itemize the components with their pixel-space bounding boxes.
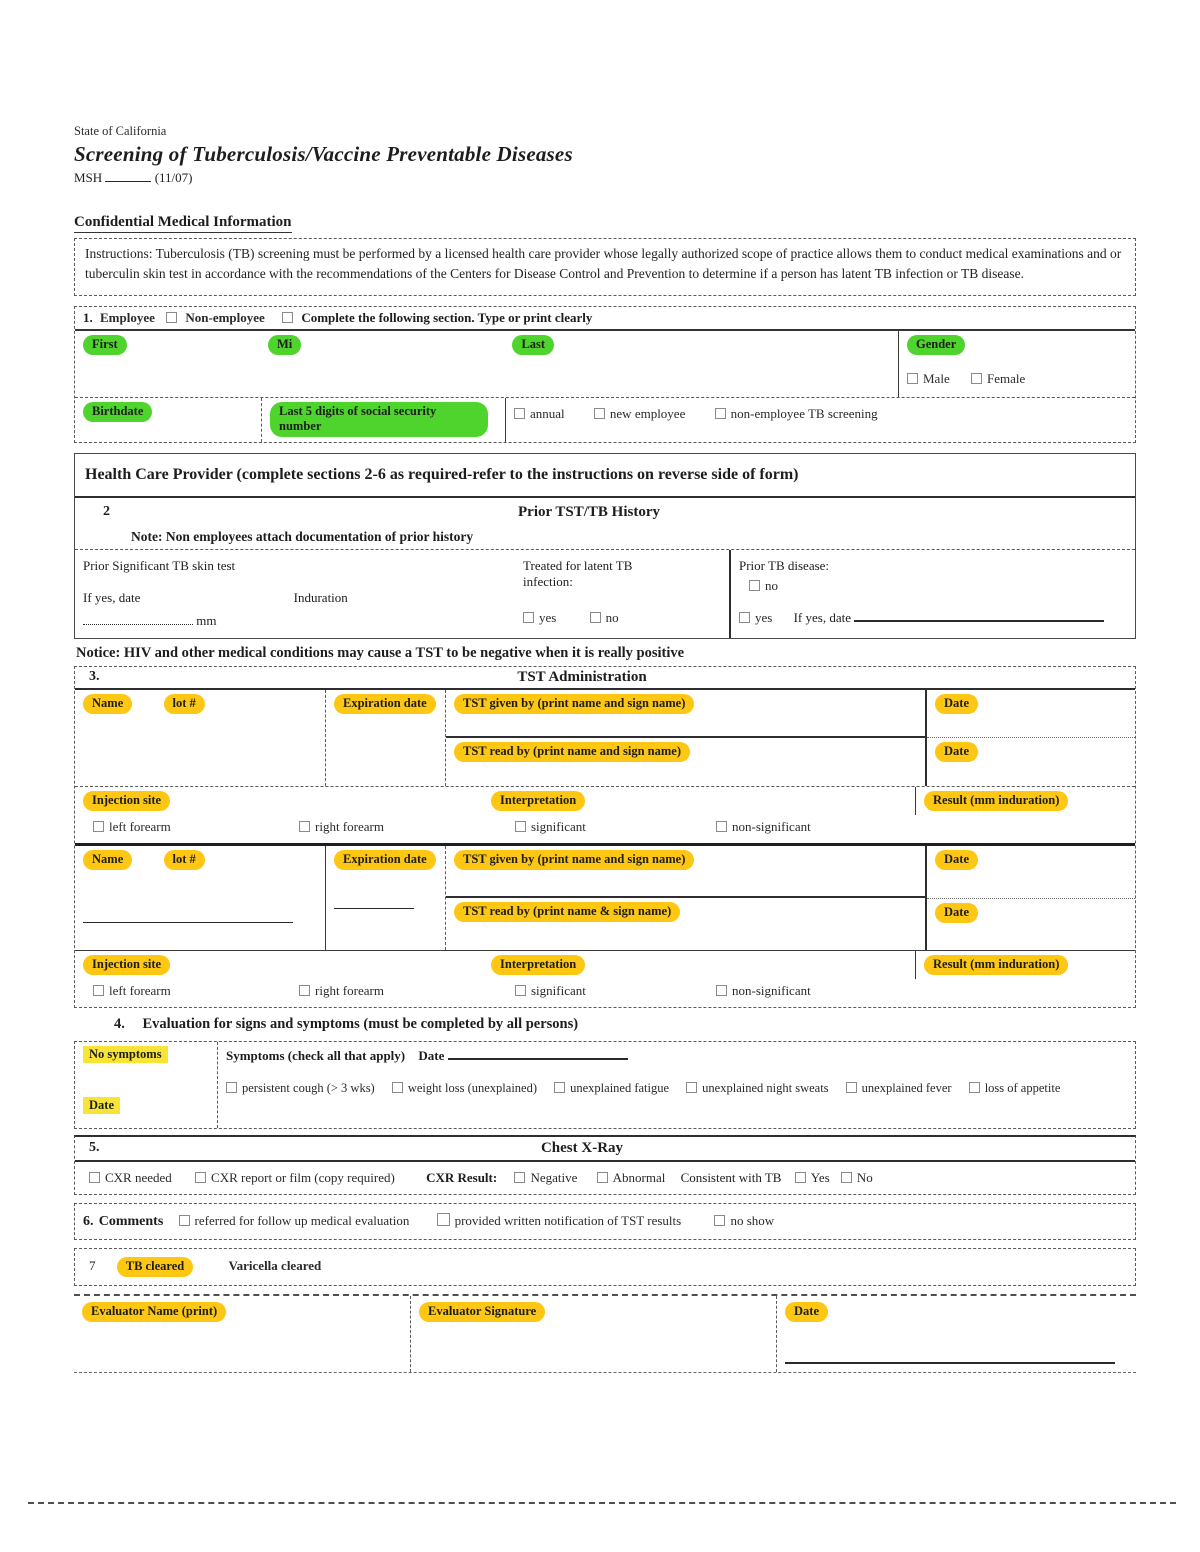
male-option[interactable] — [907, 371, 950, 386]
new-employee-option[interactable] — [594, 406, 685, 421]
tst1-expiration-label: Expiration date — [334, 694, 436, 714]
male-checkbox[interactable] — [907, 373, 918, 384]
tst2-expiration-label: Expiration date — [334, 850, 436, 870]
section4-header — [74, 1016, 1136, 1033]
confidential-heading: Confidential Medical Information — [74, 214, 292, 233]
disease-yes-option[interactable] — [739, 610, 772, 625]
disease-no-checkbox[interactable] — [749, 580, 760, 591]
ssn-label: Last 5 digits of social security number — [270, 402, 488, 437]
screening-type-cell — [505, 398, 1135, 442]
tst2-name-blank[interactable] — [83, 910, 293, 923]
tst1-injection-options — [75, 815, 1135, 843]
section7-box — [74, 1248, 1136, 1286]
section4-number: 4. — [114, 1015, 125, 1032]
form-number-blank[interactable] — [105, 169, 151, 182]
cxr-yes-option[interactable] — [795, 1170, 830, 1185]
no-show-option[interactable] — [714, 1213, 774, 1228]
section3-number: 3. — [89, 669, 100, 684]
tst1-dates — [925, 690, 1135, 786]
employee-option[interactable] — [100, 310, 155, 325]
cxr-yes-label: Yes — [810, 1169, 830, 1185]
section3-header — [75, 667, 1135, 690]
birthdate-label: Birthdate — [83, 402, 152, 422]
page-bottom-divider — [28, 1502, 1176, 1504]
female-label: Female — [986, 370, 1026, 386]
tst2-injection-site-cell — [75, 951, 483, 979]
tst2-non-significant-checkbox[interactable] — [716, 985, 727, 996]
tst2-read-date-label: Date — [935, 903, 978, 923]
tst2-read-by-cell[interactable] — [446, 898, 925, 950]
symptom-fever-label: unexplained fever — [861, 1080, 952, 1095]
annual-option[interactable] — [514, 406, 565, 421]
cxr-no-checkbox[interactable] — [841, 1172, 852, 1183]
latent-yes-option[interactable] — [523, 610, 556, 625]
cxr-negative-checkbox[interactable] — [514, 1172, 525, 1183]
tst1-right-forearm-label: right forearm — [315, 818, 384, 834]
gender-cell — [898, 331, 1135, 397]
latent-yes-label: yes — [539, 609, 557, 625]
tst2-non-significant-label: non-significant — [732, 982, 811, 998]
form-revision: (11/07) — [154, 170, 193, 185]
if-yes-date-label: If yes, date — [83, 589, 141, 605]
tb-cleared-label: TB cleared — [117, 1257, 193, 1277]
cxr-abnormal-checkbox[interactable] — [597, 1172, 608, 1183]
symptom-fatigue-checkbox[interactable] — [554, 1082, 565, 1093]
tst2-significant-checkbox[interactable] — [515, 985, 526, 996]
tst2-name-label: Name — [83, 850, 132, 870]
symptom-fever-option[interactable] — [846, 1081, 952, 1095]
tst1-injection-site-label: Injection site — [83, 791, 170, 811]
tst2-expiration-blank[interactable] — [334, 896, 414, 909]
latent-yes-checkbox[interactable] — [523, 612, 534, 623]
symptom-appetite-checkbox[interactable] — [969, 1082, 980, 1093]
symptom-appetite-label: loss of appetite — [984, 1080, 1061, 1095]
new-employee-checkbox[interactable] — [594, 408, 605, 419]
form-number-line — [74, 169, 1136, 186]
tst1-given-by-label: TST given by (print name and sign name) — [454, 694, 694, 714]
non-employee-option[interactable] — [185, 310, 264, 325]
symptom-weight-label: weight loss (unexplained) — [407, 1080, 537, 1095]
cxr-needed-option[interactable] — [89, 1170, 172, 1185]
tst-block1 — [75, 690, 1135, 786]
cxr-abnormal-label: Abnormal — [612, 1169, 666, 1185]
symptoms-cell — [217, 1042, 1135, 1128]
last-name-label: Last — [512, 335, 554, 355]
symptom-appetite-option[interactable] — [969, 1081, 1061, 1095]
disease-label: Prior TB disease: — [739, 557, 830, 573]
notification-label: provided written notification of TST results — [454, 1212, 682, 1228]
tst1-read-by-cell[interactable] — [446, 738, 925, 786]
evaluator-name-label: Evaluator Name (print) — [82, 1302, 226, 1322]
tst2-dates — [925, 846, 1135, 950]
cxr-row — [75, 1160, 1135, 1194]
new-employee-label: new employee — [609, 405, 686, 421]
tst2-significant-option[interactable] — [515, 983, 690, 999]
annual-checkbox[interactable] — [514, 408, 525, 419]
section3-title: TST Administration — [517, 668, 647, 685]
cxr-report-checkbox[interactable] — [195, 1172, 206, 1183]
section2-header — [75, 496, 1135, 549]
non-employee-label: Non-employee — [185, 309, 265, 325]
evaluator-date-cell[interactable] — [776, 1296, 1136, 1372]
tst2-left-forearm-label: left forearm — [109, 982, 171, 998]
employee-checkbox[interactable] — [166, 312, 177, 323]
evaluator-signature-label: Evaluator Signature — [419, 1302, 545, 1322]
tst2-signatures — [445, 846, 925, 950]
gender-label: Gender — [907, 335, 965, 355]
section5-header — [75, 1137, 1135, 1160]
symptom-cough-label: persistent cough (> 3 wks) — [242, 1080, 375, 1095]
tst1-expiration-cell[interactable] — [325, 690, 445, 786]
section6-number: 6. — [83, 1213, 94, 1229]
symptoms-label: Symptoms (check all that apply) — [226, 1047, 406, 1063]
prior-skin-test-cell — [75, 550, 515, 638]
tst1-lot-label: lot # — [164, 694, 205, 714]
cxr-no-option[interactable] — [841, 1170, 873, 1185]
disease-no-option[interactable] — [749, 578, 1127, 594]
tst2-expiration-cell[interactable] — [325, 846, 445, 950]
section7-number: 7 — [89, 1257, 96, 1273]
tst1-read-date-label: Date — [935, 742, 978, 762]
birthdate-cell[interactable] — [75, 398, 261, 442]
tst1-significant-label: significant — [531, 818, 586, 834]
tst2-injection-labels — [75, 951, 1135, 979]
tst1-result-label: Result (mm induration) — [924, 791, 1068, 811]
form-header — [74, 124, 1136, 186]
ssn-cell[interactable] — [261, 398, 505, 442]
disease-yes-label: yes — [755, 609, 773, 625]
symptom-sweats-option[interactable] — [686, 1081, 828, 1095]
tst1-significant-checkbox[interactable] — [515, 821, 526, 832]
notification-option[interactable] — [437, 1213, 682, 1228]
form-code: MSH — [74, 170, 103, 185]
section2-title: Prior TST/TB History — [518, 503, 660, 520]
tst2-injection-site-label: Injection site — [83, 955, 170, 975]
tst2-injection-section — [75, 950, 1135, 1007]
non-employee-screening-checkbox[interactable] — [715, 408, 726, 419]
tst1-interpretation-cell — [483, 787, 915, 815]
tst1-injection-site-cell — [75, 787, 483, 815]
symptoms-date-blank[interactable] — [448, 1046, 628, 1060]
evaluator-signature-cell[interactable] — [410, 1296, 776, 1372]
tst1-non-significant-label: non-significant — [732, 818, 811, 834]
section2-note: Note: Non employees attach documentation of prior history — [131, 528, 474, 544]
tst1-given-by-cell[interactable] — [446, 690, 925, 738]
consistent-with-tb-label: Consistent with TB — [680, 1169, 782, 1185]
tst-block2 — [75, 843, 1135, 950]
tst1-non-significant-checkbox[interactable] — [716, 821, 727, 832]
skin-test-date-blank[interactable] — [83, 612, 193, 625]
no-show-checkbox[interactable] — [714, 1215, 725, 1226]
section4-title: Evaluation for signs and symptoms (must be completed by all persons) — [142, 1015, 579, 1032]
tst1-injection-section — [75, 786, 1135, 843]
section2-number: 2 — [103, 504, 110, 519]
latent-no-option[interactable] — [590, 610, 619, 625]
disease-yes-checkbox[interactable] — [739, 612, 750, 623]
skin-test-label: Prior Significant TB skin test — [83, 557, 236, 573]
symptom-fatigue-option[interactable] — [554, 1081, 669, 1095]
tst2-lot-label: lot # — [164, 850, 205, 870]
tst1-injection-labels — [75, 787, 1135, 815]
tst1-non-significant-option[interactable] — [716, 819, 811, 835]
tst2-interpretation-cell — [483, 951, 915, 979]
tst2-name-cell[interactable] — [75, 846, 325, 950]
tst1-left-forearm-checkbox[interactable] — [93, 821, 104, 832]
cxr-result-label: CXR Result: — [426, 1169, 498, 1185]
provider-header: Health Care Provider (complete sections 2-6 as required-refer to the instructions on reverse side of form) — [85, 465, 799, 483]
section1-number: 1. — [83, 309, 93, 325]
latent-tb-cell — [515, 550, 729, 638]
annual-label: annual — [530, 405, 565, 421]
section5-title: Chest X-Ray — [540, 1139, 624, 1156]
evaluator-name-cell[interactable] — [74, 1296, 410, 1362]
prior-disease-cell — [729, 550, 1135, 638]
section2-columns — [75, 549, 1135, 638]
female-checkbox[interactable] — [971, 373, 982, 384]
latent-no-label: no — [605, 609, 619, 625]
disease-if-yes-label: If yes, date — [793, 609, 851, 625]
cxr-needed-label: CXR needed — [105, 1169, 172, 1185]
tst2-given-by-cell[interactable] — [446, 846, 925, 898]
symptom-sweats-checkbox[interactable] — [686, 1082, 697, 1093]
symptom-cough-option[interactable] — [226, 1081, 375, 1095]
first-name-label: First — [83, 335, 127, 355]
section4-date-left-label: Date — [83, 1097, 120, 1114]
no-show-label: no show — [730, 1212, 775, 1228]
tst1-significant-option[interactable] — [515, 819, 690, 835]
referred-option[interactable] — [179, 1213, 410, 1228]
section5-box — [74, 1135, 1136, 1195]
section4-box — [74, 1041, 1136, 1129]
state-line: State of California — [74, 124, 167, 138]
cxr-negative-label: Negative — [530, 1169, 578, 1185]
latent-no-checkbox[interactable] — [590, 612, 601, 623]
cxr-negative-option[interactable] — [514, 1170, 577, 1185]
name-fields-cell[interactable] — [75, 331, 898, 397]
mm-label: mm — [196, 612, 217, 628]
tst1-given-date-label: Date — [935, 694, 978, 714]
section1-header — [75, 307, 1135, 331]
section1-name-row — [75, 331, 1135, 397]
tst2-given-date-label: Date — [935, 850, 978, 870]
tst1-interpretation-label: Interpretation — [491, 791, 585, 811]
cxr-abnormal-option[interactable] — [597, 1170, 666, 1185]
referred-label: referred for follow up medical evaluation — [194, 1212, 410, 1228]
symptom-fatigue-label: unexplained fatigue — [570, 1080, 670, 1095]
provider-box — [74, 453, 1136, 639]
female-option[interactable] — [971, 371, 1025, 386]
tst2-injection-options — [75, 979, 1135, 1007]
non-employee-screening-label: non-employee TB screening — [730, 405, 878, 421]
non-employee-screening-option[interactable] — [715, 406, 878, 421]
tst2-right-forearm-checkbox[interactable] — [299, 985, 310, 996]
cxr-report-label: CXR report or film (copy required) — [211, 1169, 395, 1185]
evaluator-date-blank[interactable] — [785, 1350, 1115, 1364]
evaluator-row — [74, 1294, 1136, 1373]
tst1-left-forearm-option[interactable] — [93, 819, 273, 835]
symptom-weight-checkbox[interactable] — [392, 1082, 403, 1093]
instructions-box: Instructions: Tuberculosis (TB) screening must be performed by a licensed health care provider whose legally authorized scope of practice allows them to conduct medical examinations and or tuberculin skin test in accordance with the recommendations of the Centers for Disease Control and Prevention to determine if a person has latent TB infection or TB disease. — [74, 238, 1136, 296]
tst2-left-forearm-checkbox[interactable] — [93, 985, 104, 996]
varicella-cleared-label: Varicella cleared — [228, 1257, 322, 1273]
notification-checkbox[interactable] — [437, 1213, 450, 1226]
tst2-right-forearm-label: right forearm — [315, 982, 384, 998]
tst2-given-by-label: TST given by (print name and sign name) — [454, 850, 694, 870]
employee-label: Employee — [100, 309, 155, 325]
tst1-read-date-cell[interactable] — [927, 738, 1135, 786]
tst2-given-date-cell[interactable] — [927, 846, 1135, 898]
tst1-read-by-label: TST read by (print name and sign name) — [454, 742, 690, 762]
section3-box — [74, 666, 1136, 1008]
section6-box — [74, 1203, 1136, 1240]
cxr-yes-checkbox[interactable] — [795, 1172, 806, 1183]
tst1-signatures — [445, 690, 925, 786]
section1-birthdate-row — [75, 397, 1135, 442]
tst1-left-forearm-label: left forearm — [109, 818, 171, 834]
section1-box — [74, 306, 1136, 443]
tst2-left-forearm-option[interactable] — [93, 983, 273, 999]
tst2-right-forearm-option[interactable] — [299, 983, 489, 999]
cxr-report-option[interactable] — [195, 1170, 395, 1185]
tst1-given-date-cell[interactable] — [927, 690, 1135, 738]
disease-date-blank[interactable] — [854, 608, 1104, 622]
non-employee-checkbox[interactable] — [282, 312, 293, 323]
symptom-sweats-label: unexplained night sweats — [702, 1080, 829, 1095]
disease-no-label: no — [765, 577, 778, 593]
symptom-fever-checkbox[interactable] — [846, 1082, 857, 1093]
comments-label: Comments — [98, 1213, 164, 1229]
no-symptoms-cell[interactable] — [75, 1042, 217, 1128]
tst2-interpretation-label: Interpretation — [491, 955, 585, 975]
form-content — [74, 124, 1136, 1373]
symptoms-date-label: Date — [418, 1047, 445, 1063]
page-title: Screening of Tuberculosis/Vaccine Preventable Diseases — [74, 142, 573, 166]
symptom-cough-checkbox[interactable] — [226, 1082, 237, 1093]
tst2-read-by-label: TST read by (print name & sign name) — [454, 902, 680, 922]
cxr-needed-checkbox[interactable] — [89, 1172, 100, 1183]
tst2-non-significant-option[interactable] — [716, 983, 811, 999]
no-symptoms-label: No symptoms — [83, 1046, 168, 1063]
section1-instruction: Complete the following section. Type or print clearly — [301, 309, 593, 325]
male-label: Male — [923, 370, 950, 386]
tb-cleared-option[interactable] — [117, 1258, 193, 1273]
tst2-result-label: Result (mm induration) — [924, 955, 1068, 975]
tst2-result-cell[interactable] — [915, 951, 1135, 979]
notice-line: Notice: HIV and other medical conditions may cause a TST to be negative when it is really positive — [76, 644, 685, 661]
cxr-no-label: No — [856, 1169, 873, 1185]
latent-label: Treated for latent TB infection: — [523, 557, 633, 589]
section5-number: 5. — [89, 1140, 100, 1155]
tst2-significant-label: significant — [531, 982, 586, 998]
middle-initial-label: Mi — [268, 335, 301, 355]
evaluator-date-label: Date — [785, 1302, 828, 1322]
tst1-result-cell[interactable] — [915, 787, 1135, 815]
induration-label: Induration — [293, 589, 348, 605]
tst1-right-forearm-checkbox[interactable] — [299, 821, 310, 832]
tst1-name-label: Name — [83, 694, 132, 714]
tst1-right-forearm-option[interactable] — [299, 819, 489, 835]
symptom-weight-option[interactable] — [392, 1081, 537, 1095]
tst2-read-date-cell[interactable] — [927, 898, 1135, 950]
varicella-cleared-option[interactable] — [228, 1258, 321, 1273]
tst1-name-cell[interactable] — [75, 690, 325, 786]
referred-checkbox[interactable] — [179, 1215, 190, 1226]
